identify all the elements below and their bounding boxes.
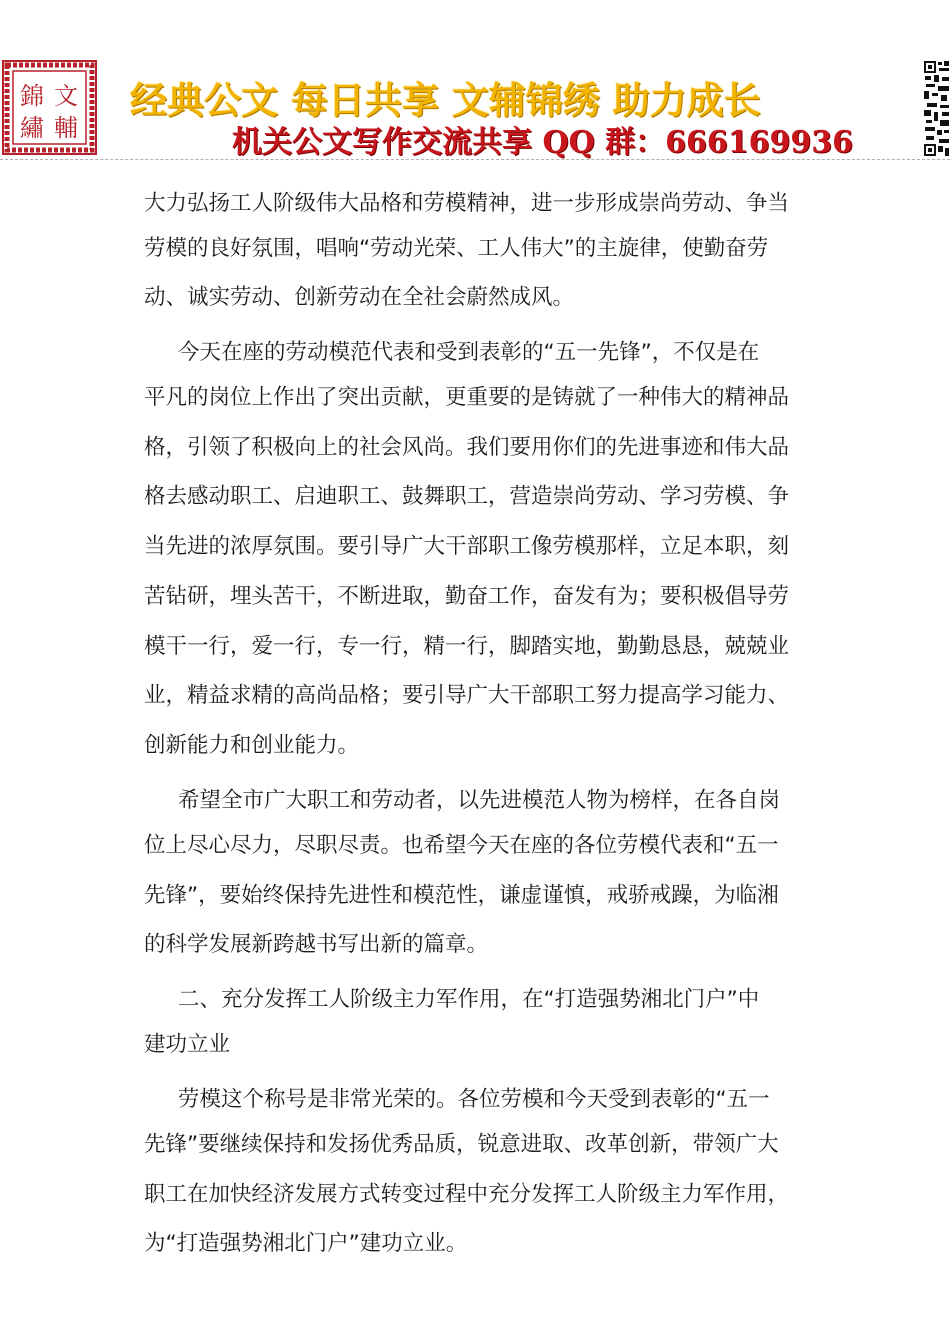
body-line: 格去感动职工、启迪职工、鼓舞职工，营造崇尚劳动、学习劳模、争 — [144, 484, 790, 509]
section-heading: 二、充分发挥工人阶级主力军作用，在“打造强势湘北门户”中 — [178, 987, 760, 1012]
body-line: 劳模的良好氛围，唱响“劳动光荣、工人伟大”的主旋律，使勤奋劳 — [144, 236, 769, 261]
body-line: 劳模这个称号是非常光荣的。各位劳模和今天受到表彰的“五一 — [178, 1087, 770, 1112]
header-slogan: 经典公文 每日共享 文辅锦绣 助力成长 — [130, 78, 761, 122]
body-line: 为“打造强势湘北门户”建功立业。 — [144, 1231, 468, 1256]
svg-text:文: 文 — [54, 82, 78, 110]
header-qq-group: 机关公文写作交流共享 QQ 群：666169936 — [232, 125, 854, 160]
body-line: 业，精益求精的高尚品格；要引导广大干部职工努力提高学习能力、 — [144, 683, 790, 708]
body-line: 先锋”要继续保持和发扬优秀品质，锐意进取、改革创新，带领广大 — [144, 1132, 779, 1157]
body-line: 大力弘扬工人阶级伟大品格和劳模精神，进一步形成崇尚劳动、争当 — [144, 191, 790, 216]
body-line: 职工在加快经济发展方式转变过程中充分发挥工人阶级主力军作用， — [144, 1182, 790, 1207]
section-heading: 建功立业 — [144, 1032, 231, 1057]
body-line: 希望全市广大职工和劳动者，以先进模范人物为榜样，在各自岗 — [178, 788, 781, 813]
header-divider — [0, 159, 950, 160]
body-line: 今天在座的劳动模范代表和受到表彰的“五一先锋”，不仅是在 — [178, 340, 760, 365]
svg-text:錦: 錦 — [20, 82, 44, 110]
body-line: 创新能力和创业能力。 — [144, 733, 360, 758]
body-line: 先锋”，要始终保持先进性和模范性，谦虚谨慎，戒骄戒躁，为临湘 — [144, 883, 779, 908]
body-line: 苦钻研，埋头苦干，不断进取，勤奋工作，奋发有为；要积极倡导劳 — [144, 584, 790, 609]
page-header — [0, 0, 950, 160]
body-line: 格，引领了积极向上的社会风尚。我们要用你们的先进事迹和伟大品 — [144, 435, 790, 460]
body-line: 平凡的岗位上作出了突出贡献，更重要的是铸就了一种伟大的精神品 — [144, 385, 790, 410]
svg-text:輔: 輔 — [54, 114, 78, 142]
seal-logo — [2, 60, 97, 155]
body-line: 当先进的浓厚氛围。要引导广大干部职工像劳模那样，立足本职，刻 — [144, 534, 790, 559]
body-line: 的科学发展新跨越书写出新的篇章。 — [144, 932, 489, 957]
body-line: 模干一行，爱一行，专一行，精一行，脚踏实地，勤勤恳恳，兢兢业 — [144, 634, 790, 659]
qr-code-icon — [923, 60, 950, 158]
body-line: 位上尽心尽力，尽职尽责。也希望今天在座的各位劳模代表和“五一 — [144, 833, 779, 858]
body-line: 动、诚实劳动、创新劳动在全社会蔚然成风。 — [144, 285, 575, 310]
svg-text:繡: 繡 — [20, 114, 44, 142]
